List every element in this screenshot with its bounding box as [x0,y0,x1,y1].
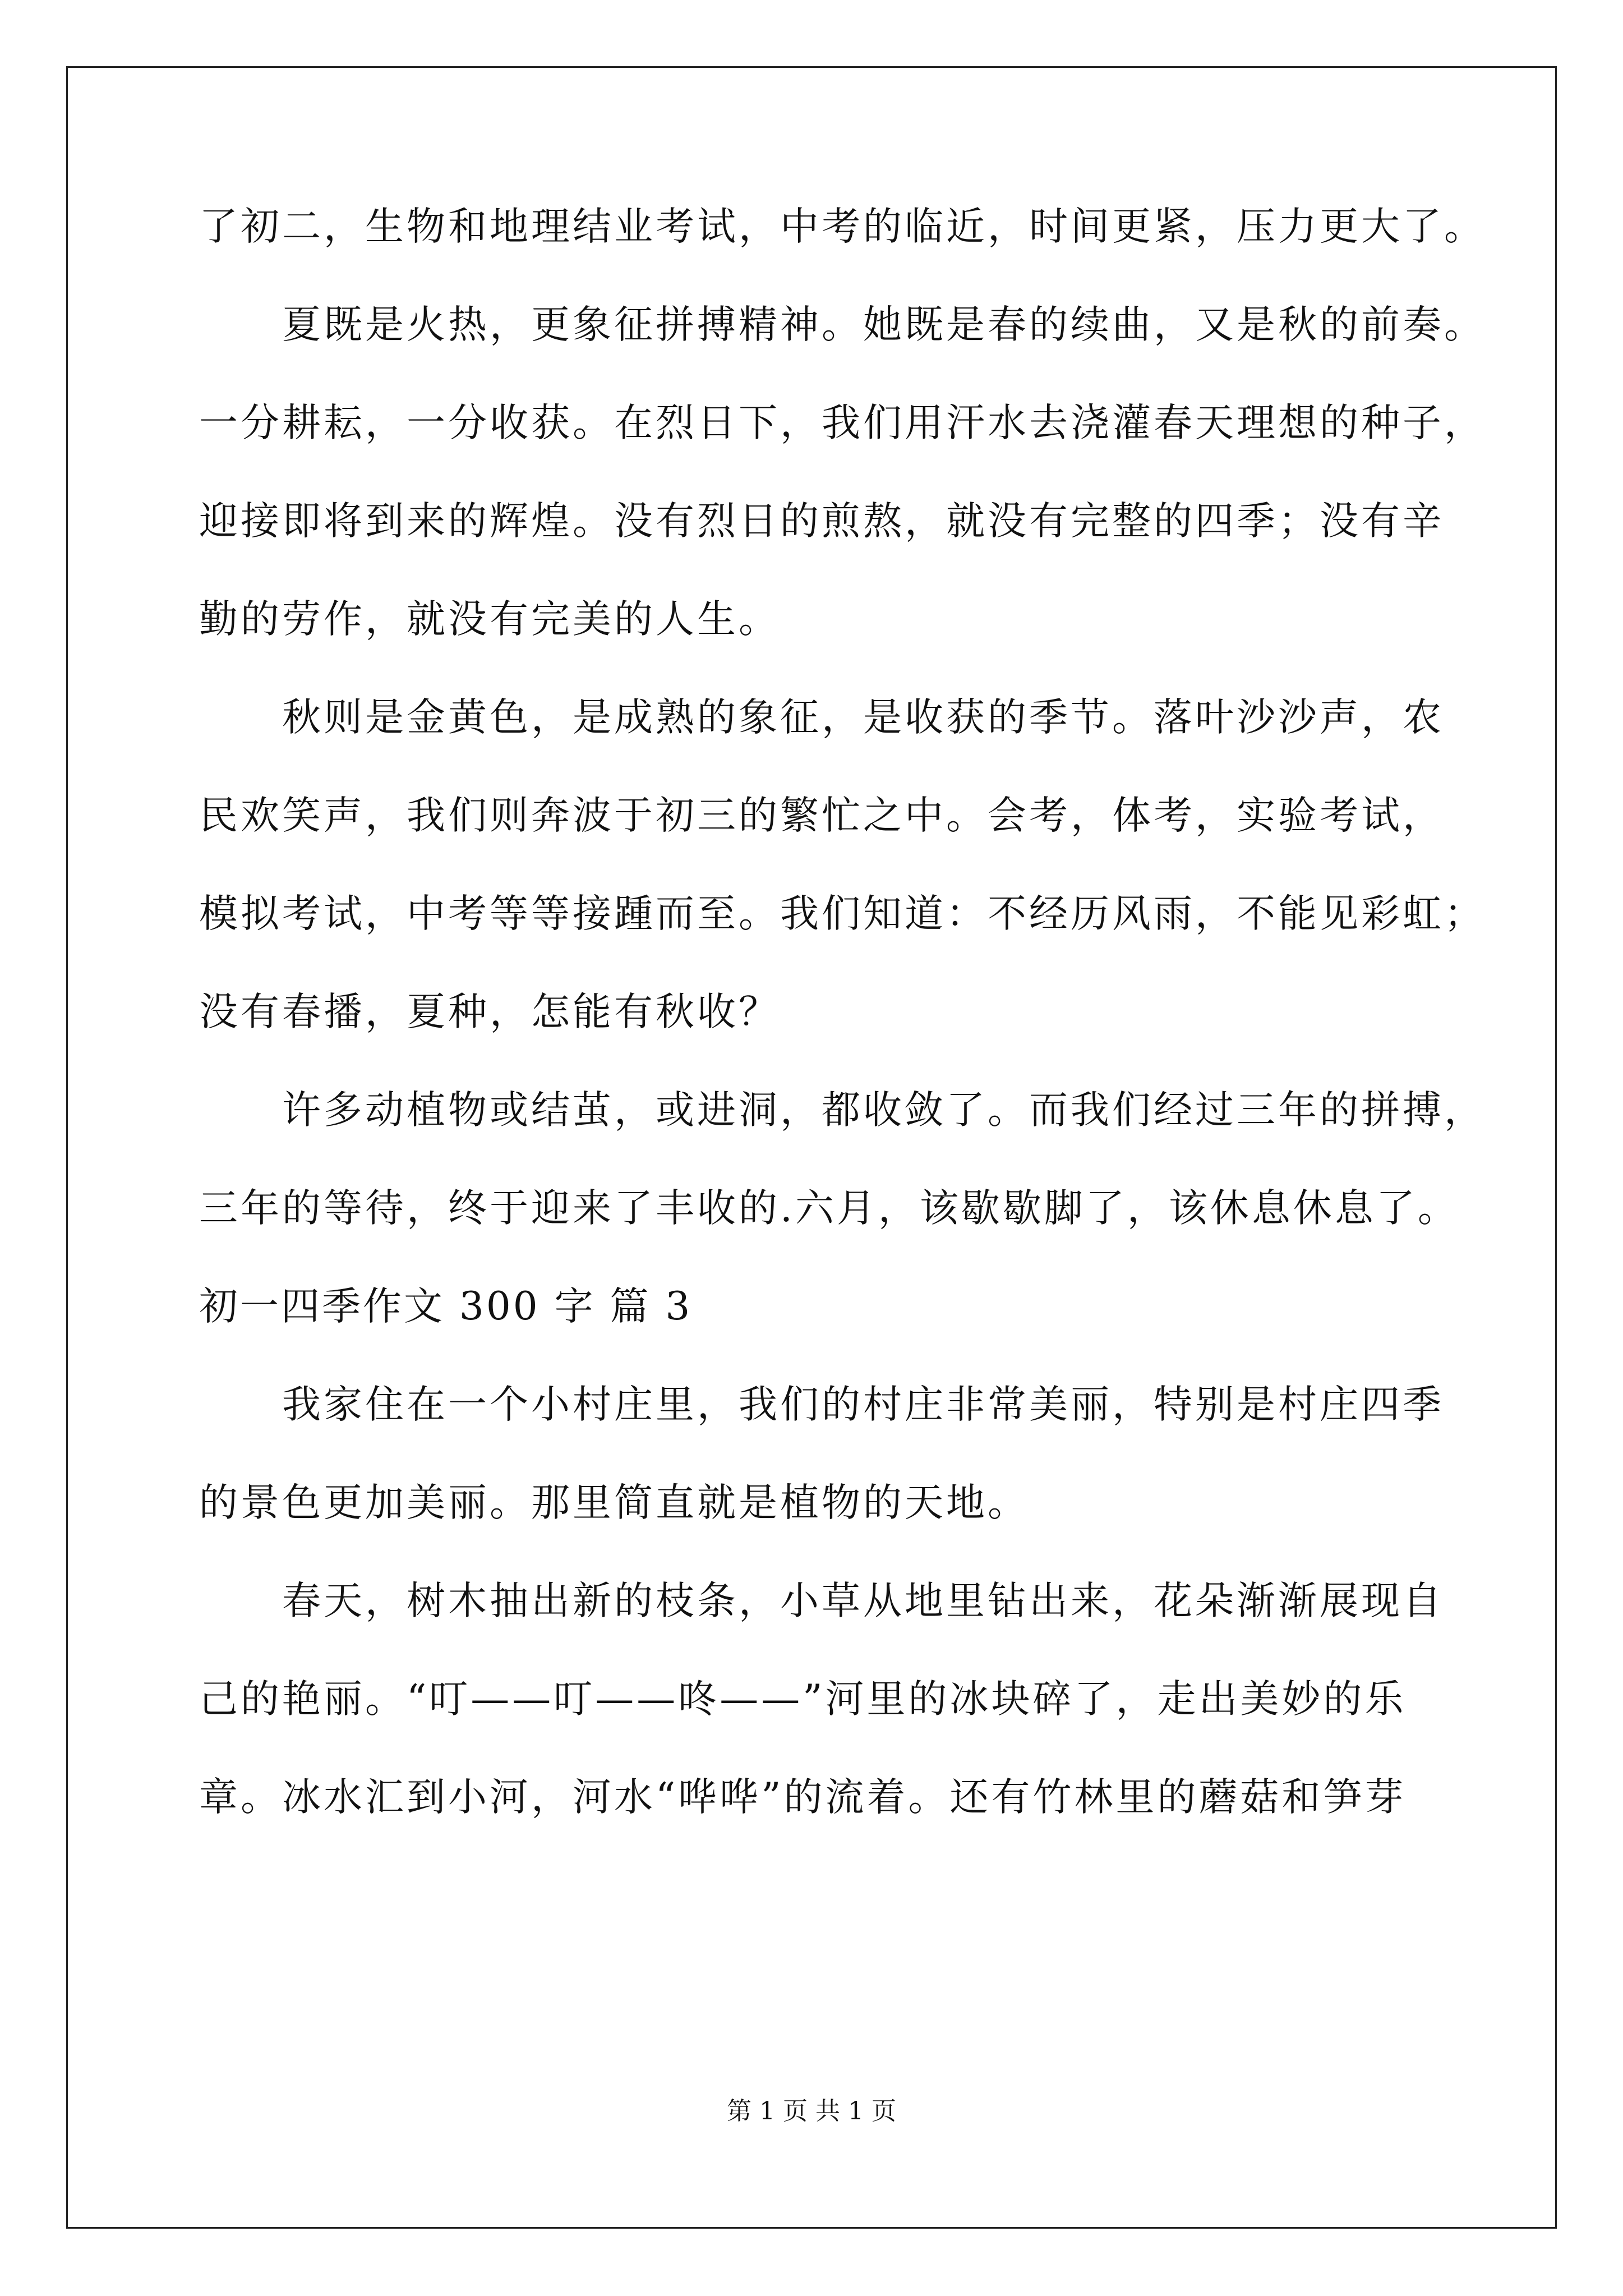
page-number-footer: 第 1 页 共 1 页 [727,2097,896,2125]
text-line: 模拟考试，中考等等接踵而至。我们知道：不经历风雨，不能见彩虹； [199,891,1486,936]
text-line: 许多动植物或结茧，或进洞，都收敛了。而我们经过三年的拼搏， [282,1088,1486,1133]
text-line: 夏既是火热，更象征拼搏精神。她既是春的续曲，又是秋的前奏。 [282,302,1486,347]
text-line: 勤的劳作，就没有完美的人生。 [199,597,780,642]
section-heading: 初一四季作文 300 字 篇 3 [199,1284,693,1329]
text-line: 己的艳丽。“叮——叮——咚——”河里的冰块碎了，走出美妙的乐 [199,1677,1407,1722]
text-line: 春天，树木抽出新的枝条，小草从地里钻出来，花朵渐渐展现自 [282,1579,1444,1623]
text-line: 三年的等待，终于迎来了丰收的.六月，该歇歇脚了，该休息休息了。 [199,1186,1459,1231]
text-line: 民欢笑声，我们则奔波于初三的繁忙之中。会考，体考，实验考试， [199,793,1444,838]
text-line: 秋则是金黄色，是成熟的象征，是收获的季节。落叶沙沙声，农 [282,695,1444,740]
text-line: 我家住在一个小村庄里，我们的村庄非常美丽，特别是村庄四季 [282,1382,1444,1427]
text-line: 一分耕耘，一分收获。在烈日下，我们用汗水去浇灌春天理想的种子， [199,401,1486,445]
text-line: 迎接即将到来的辉煌。没有烈日的煎熬，就没有完整的四季；没有辛 [199,499,1444,544]
document-body [199,204,1486,1876]
text-line: 章。冰水汇到小河，河水“哗哗”的流着。还有竹林里的蘑菇和笋芽 [199,1775,1407,1820]
text-line: 的景色更加美丽。那里简直就是植物的天地。 [199,1480,1029,1525]
text-line: 了初二，生物和地理结业考试，中考的临近，时间更紧，压力更大了。 [199,204,1486,249]
text-line: 没有春播，夏种，怎能有秋收？ [199,990,780,1034]
